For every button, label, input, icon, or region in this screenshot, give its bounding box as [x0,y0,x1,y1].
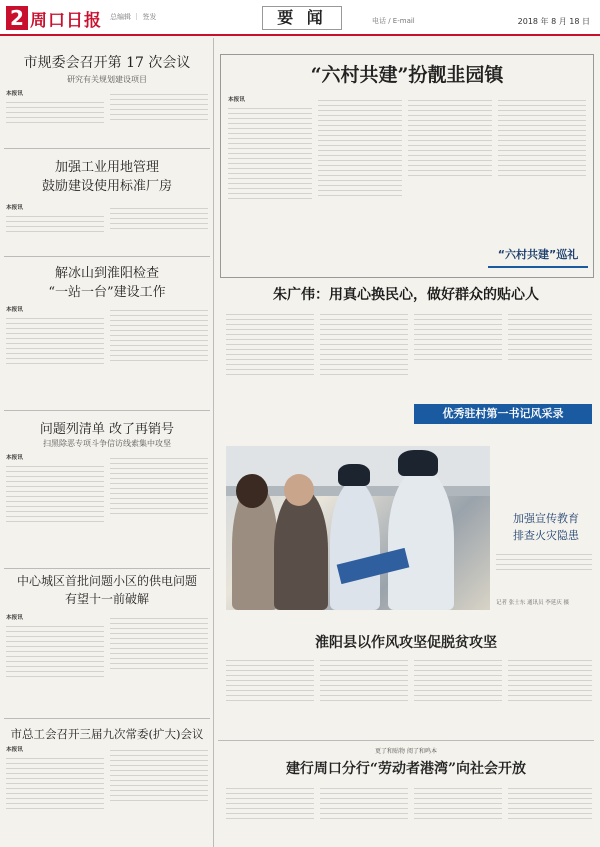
article-body [6,90,104,144]
article-body [110,746,208,844]
article-subtitle: 扫黑除恶专项斗争信访线索集中攻坚 [43,439,171,448]
bank-kicker: 更了和贴物 阅了和鸣本 [375,748,437,755]
title-line: 解冰山到淮阳检查 [54,266,159,281]
article-body [6,204,104,252]
article-body [318,96,402,272]
article-lead: 本报讯 [6,205,23,211]
issue-date: 2018 年 8 月 18 日 [517,17,590,26]
newspaper-name: 周口日报 [30,11,102,31]
section-title: 要 闻 [262,6,342,30]
editor-credit: 总编辑 ｜ 签发 [110,13,157,21]
photo-caption-title [496,510,596,544]
article-body [110,204,208,252]
article-divider [4,568,210,569]
article-body [508,784,592,844]
photo-credit: 记者 张士东 通讯员 李延庆 摄 [496,600,569,606]
article-divider [4,718,210,719]
article-divider [4,410,210,411]
bank-title: 建行周口分行“劳动者港湾”向社会开放 [285,761,527,777]
article-lead: 本报讯 [6,747,23,753]
article-body [498,96,586,244]
article-body [110,614,208,714]
news-photo [226,446,490,610]
article-body [320,784,408,844]
article-body [226,310,314,422]
main-story-title: “六村共建”扮靓韭园镇 [310,64,504,86]
title-line: “一站一台”建设工作 [48,285,166,300]
page-number: 2 [6,6,28,30]
profile-title: 朱广伟：用真心换民心，做好群众的贴心人 [273,287,539,303]
article-body [408,96,492,244]
title-line: 鼓励建设使用标准厂房 [41,179,172,194]
article-body [110,90,208,144]
article-body [6,614,104,714]
caption-line: 排查火灾隐患 [513,529,579,542]
article-title [4,158,210,196]
column-divider [213,38,214,847]
article-body [228,96,312,272]
article-title [4,572,210,608]
article-body [226,784,314,844]
article-title: 问题列清单 改了再销号 [39,422,175,437]
article-body [414,784,502,844]
article-body [110,306,208,406]
article-divider [4,256,210,257]
article-body [320,656,408,736]
article-subtitle: 研究有关规划建设项目 [67,75,147,84]
article-lead: 本报讯 [6,91,23,97]
article-lead: 本报讯 [6,455,23,461]
series-banner: 优秀驻村第一书记风采录 [414,404,592,424]
series-tag: “六村共建”巡礼 [488,244,588,268]
poverty-title: 淮阳县以作风攻坚促脱贫攻坚 [315,635,497,651]
article-body [226,656,314,736]
article-body [414,310,502,400]
article-lead: 本报讯 [6,615,23,621]
article-body [110,454,208,564]
title-line: 中心城区首批问题小区的供电问题 [16,574,197,588]
caption-line: 加强宣传教育 [513,512,579,525]
article-lead: 本报讯 [228,97,245,103]
article-body [6,746,104,844]
article-body [320,310,408,422]
article-body [6,454,104,564]
header-rule [0,34,600,36]
article-body [508,656,592,736]
article-body [6,306,104,406]
title-line: 有望十一前破解 [64,592,149,606]
article-title: 市规委会召开第 17 次会议 [23,55,191,71]
contact-line: 电话 / E-mail [372,17,415,25]
article-title: 市总工会召开三届九次常委(扩大)会议 [10,727,204,741]
article-body [414,656,502,736]
article-title [4,264,210,302]
article-divider [4,148,210,149]
title-line: 加强工业用地管理 [54,160,159,175]
article-divider [218,740,594,741]
article-body [508,310,592,400]
article-lead: 本报讯 [6,307,23,313]
photo-caption-body [496,550,592,590]
